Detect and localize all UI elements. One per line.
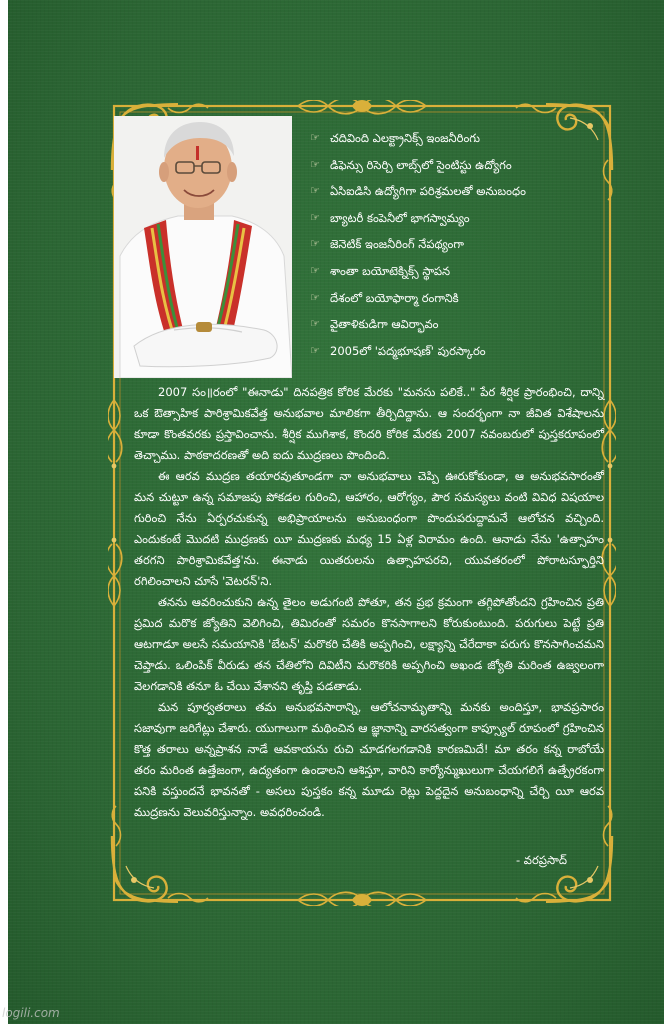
list-item-text: చదివింది ఎలక్ట్రానిక్స్ ఇంజనీరింగు [330,131,480,145]
hand-pointer-icon: ☞ [310,317,320,331]
list-item [310,155,600,182]
list-item-text: డిఫెన్సు రిసెర్చి లాబ్స్‌లో సైంటిస్టు ఉద్యోగం [330,157,512,172]
author-portrait [114,116,292,378]
list-item [310,208,600,235]
hand-pointer-icon: ☞ [310,263,320,277]
hand-pointer-icon: ☞ [310,184,320,198]
paragraph: ఈ ఆరవ ముద్రణ తయారవుతూండగా నా అనుభవాలు చెప్పి ఊరుకోకుండా, ఆ అనుభవసారంతో మన చుట్టూ ఉన్న సమాజపు పోకడల గురించి, ఆహారం, ఆరోగ్యం, పౌర సమస్యలు వంటి వివిధ విషయాల గురించి నేను ఏర్పరచుకున్న అభిప్రాయాలను అనుబంధంగా పొందుపరుద్దామనే ఆలోచన వచ్చింది. ఎందుకంటే మొదటి ముద్రణకు యీ ముద్రణకు మధ్య 15 ఏళ్ల విరామం ఉంది. ఆనాడు నేను 'ఉత్సాహం తరగని పారిశ్రామికవేత్త'ను. ఈనాడు యితరులను ఉత్సాహపరచి, యువతరంలో పోరాటస్ఫూర్తిని రగిలించాలని చూసే 'వెటరన్'ని. [134,469,604,588]
hand-pointer-icon: ☞ [310,343,320,357]
watermark-logo: logili.com [2,1006,60,1020]
hand-pointer-icon: ☞ [310,131,320,144]
author-signature: - వరప్రసాద్ [516,853,567,867]
author-highlights-list [310,128,600,367]
list-item-text: దేశంలో బయోఫార్మా రంగానికి [330,290,459,305]
list-item-text: 2005లో 'పద్మభూషణ్' పురస్కారం [330,343,486,358]
hand-pointer-icon: ☞ [310,290,320,304]
list-item [310,341,600,368]
hand-pointer-icon: ☞ [310,210,320,224]
hand-pointer-icon: ☞ [310,157,320,171]
list-item [310,128,600,155]
list-item-text: ఏసిఐడిసి ఉద్యోగిగా పరిశ్రమలతో అనుబంధం [330,184,526,199]
list-item-text: బ్యాటరీ కంపెనీలో భాగస్వామ్యం [330,210,470,225]
list-item [310,314,600,341]
list-item [310,234,600,261]
paragraph: తనను ఆవరించుకుని ఉన్న తైలం అడుగంటి పోతూ, తన ప్రభ క్రమంగా తగ్గిపోతోందని గ్రహించిన ప్రతి ప్రమిద మరొక జ్యోతిని వెలిగించి, తిమిరంతో సమరం కొనసాగాలని కోరుకుంటుంది. పరుగులు పెట్టే ప్రతి ఆటగాడూ అలసే సమయానికి 'బేటన్' మరొకరి చేతికి అప్పగించి, లక్ష్యాన్ని చేరేదాకా పరుగు కొనసాగించమని చెప్తాడు. ఒలింపిక్ వీరుడు తన చేతిలోని దివిటీని మరొకరికి అప్పగించి అఖండ జ్యోతి మరింత ఉజ్వలంగా వెలగడానికి తనూ ఓ చేయి వేశానని తృప్తి పడతాడు. [134,595,604,693]
blurb-text [134,382,604,823]
list-item-text: వైతాళికుడిగా ఆవిర్భావం [330,317,439,332]
list-item [310,288,600,315]
list-item-text: శాంతా బయోటెక్నిక్స్ స్థాపన [330,263,451,278]
paragraph: 2007 సం॥రంలో "ఈనాడు" దినపత్రిక కోరిక మేరకు "మనసు పలికే.." పేర శీర్షిక ప్రారంభించి, దాన్ని ఒక ఔత్సాహిక పారిశ్రామికవేత్త అనుభవాల మాలికగా తీర్చిదిద్దాను. ఆ సందర్భంగా నా జీవిత విశేషాలను కూడా కొంతవరకు ప్రస్తావించాను. శీర్షిక ముగిశాక, కొందరి కోరిక మేరకు 2007 నవంబరులో పుస్తకరూపంలో తెచ్చాము. పాఠకాదరణతో అది ఐదు ముద్రణలు పొందింది. [134,385,604,462]
hand-pointer-icon: ☞ [310,237,320,251]
list-item [310,261,600,288]
paragraph: మన పూర్వతరాలు తమ అనుభవసారాన్ని, ఆలోచనామృతాన్ని మనకు అందిస్తూ, భావప్రసారం సజావుగా జరిగేట్లు చేశారు. యుగాలుగా మథించిన ఆ జ్ఞానాన్ని వారసత్వంగా కాప్స్యూల్ రూపంలో గ్రహించిన కొత్త తరాలు అన్నప్రాశన నాడే ఆవకాయను రుచి చూడగలగడానికి కారణమిదే! మా తరం కన్న రాబోయే తరం మరింత ఉత్తేజంగా, ఉద్యతంగా ఉండాలని ఆశిస్తూ, వారిని కార్యోన్ముఖులుగా చేయగలిగే ఉత్ప్రేరకంగా పనికి వస్తుందనే భావనతో - అసలు పుస్తకం కన్న మూడు రెట్లు పెద్దదైన అనుబంధాన్ని చేర్చి యీ ఆరవ ముద్రణను వెలువరిస్తున్నాం. అవధరించండి. [134,700,604,819]
list-item [310,181,600,208]
list-item-text: జెనెటిక్ ఇంజనీరింగ్ నేపథ్యంగా [330,237,464,252]
